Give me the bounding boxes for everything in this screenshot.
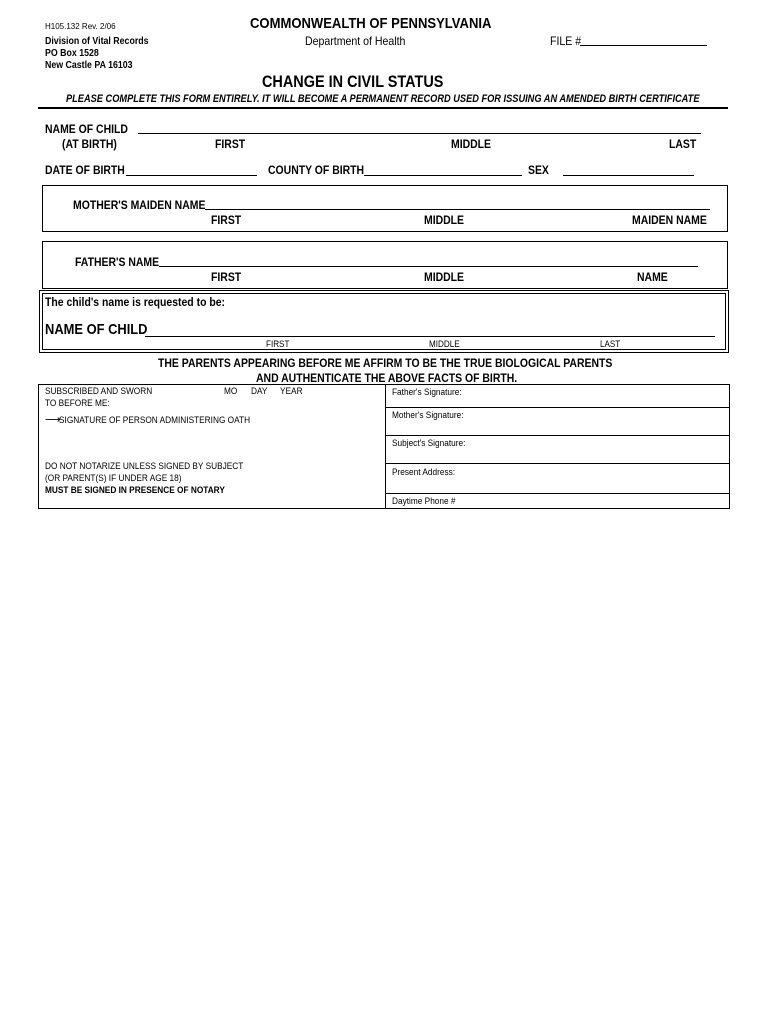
- sig-row-divider-4: [385, 493, 730, 494]
- father-name-label: FATHER'S NAME: [75, 255, 160, 269]
- requested-last-caption: LAST: [600, 339, 621, 349]
- requested-intro: The child's name is requested to be:: [45, 295, 226, 309]
- file-number-label: FILE #: [550, 34, 582, 48]
- child-first-caption: FIRST: [215, 137, 246, 151]
- form-title: CHANGE IN CIVIL STATUS: [262, 72, 444, 91]
- sworn-month[interactable]: MO: [224, 386, 238, 396]
- requested-middle-caption: MIDDLE: [429, 339, 460, 349]
- mother-maiden-caption: MAIDEN NAME: [632, 213, 707, 227]
- sig-row-divider-3: [385, 463, 730, 464]
- notary-table-divider: [385, 384, 386, 509]
- father-last-caption: NAME: [637, 270, 668, 284]
- subject-signature-field[interactable]: Subject's Signature:: [392, 438, 466, 448]
- form-number: H105.132 Rev. 2/06: [45, 22, 116, 31]
- child-name-label: NAME OF CHILD: [45, 122, 128, 136]
- mother-first-caption: FIRST: [211, 213, 242, 227]
- sig-row-divider-1: [385, 407, 730, 408]
- mother-middle-caption: MIDDLE: [424, 213, 465, 227]
- county-field[interactable]: [364, 175, 522, 176]
- arrow-icon: ⟶: [45, 414, 61, 426]
- mother-name-label: MOTHER'S MAIDEN NAME: [73, 198, 206, 212]
- father-first-caption: FIRST: [211, 270, 242, 284]
- sworn-label-1: SUBSCRIBED AND SWORN: [45, 386, 153, 396]
- oath-signature-field[interactable]: SIGNATURE OF PERSON ADMINISTERING OATH: [59, 415, 251, 425]
- mother-signature-field[interactable]: Mother's Signature:: [392, 410, 464, 420]
- department-label: Department of Health: [305, 34, 406, 48]
- requested-name-label: NAME OF CHILD: [45, 321, 148, 338]
- title-divider: [38, 107, 728, 109]
- sex-label: SEX: [528, 163, 549, 177]
- sworn-day[interactable]: DAY: [251, 386, 268, 396]
- present-address-field[interactable]: Present Address:: [392, 467, 456, 477]
- father-name-field[interactable]: [159, 266, 698, 267]
- notarize-warning-1: DO NOT NOTARIZE UNLESS SIGNED BY SUBJECT: [45, 461, 244, 471]
- commonwealth-heading: COMMONWEALTH OF PENNSYLVANIA: [250, 15, 492, 32]
- dob-label: DATE OF BIRTH: [45, 163, 125, 177]
- instructions-text: PLEASE COMPLETE THIS FORM ENTIRELY. IT WILL BECOME A PERMANENT RECORD USED FOR ISSUING AN AMENDED BIRTH CERTIFICATE: [66, 93, 700, 105]
- requested-name-field[interactable]: [145, 336, 715, 337]
- child-name-label-at-birth: (AT BIRTH): [62, 137, 117, 151]
- notarize-warning-3: MUST BE SIGNED IN PRESENCE OF NOTARY: [45, 485, 225, 495]
- child-middle-caption: MIDDLE: [451, 137, 492, 151]
- dob-field[interactable]: [126, 175, 257, 176]
- sworn-year[interactable]: YEAR: [280, 386, 303, 396]
- requested-first-caption: FIRST: [266, 339, 290, 349]
- sworn-label-2: TO BEFORE ME:: [45, 398, 110, 408]
- notarize-warning-2: (OR PARENT(S) IF UNDER AGE 18): [45, 473, 182, 483]
- father-middle-caption: MIDDLE: [424, 270, 465, 284]
- division-label: Division of Vital Records: [45, 36, 149, 47]
- affirm-line-2: AND AUTHENTICATE THE ABOVE FACTS OF BIRTH.: [256, 371, 518, 385]
- mother-name-field[interactable]: [205, 209, 710, 210]
- sex-field[interactable]: [563, 175, 694, 176]
- daytime-phone-field[interactable]: Daytime Phone #: [392, 496, 456, 506]
- child-last-caption: LAST: [669, 137, 697, 151]
- father-signature-field[interactable]: Father's Signature:: [392, 387, 462, 397]
- sig-row-divider-2: [385, 435, 730, 436]
- file-number-field[interactable]: [580, 45, 707, 46]
- child-name-field[interactable]: [138, 133, 701, 134]
- affirm-line-1: THE PARENTS APPEARING BEFORE ME AFFIRM TO BE THE TRUE BIOLOGICAL PARENTS: [158, 356, 613, 370]
- county-label: COUNTY OF BIRTH: [268, 163, 365, 177]
- city-label: New Castle PA 16103: [45, 60, 133, 71]
- po-box-label: PO Box 1528: [45, 48, 99, 59]
